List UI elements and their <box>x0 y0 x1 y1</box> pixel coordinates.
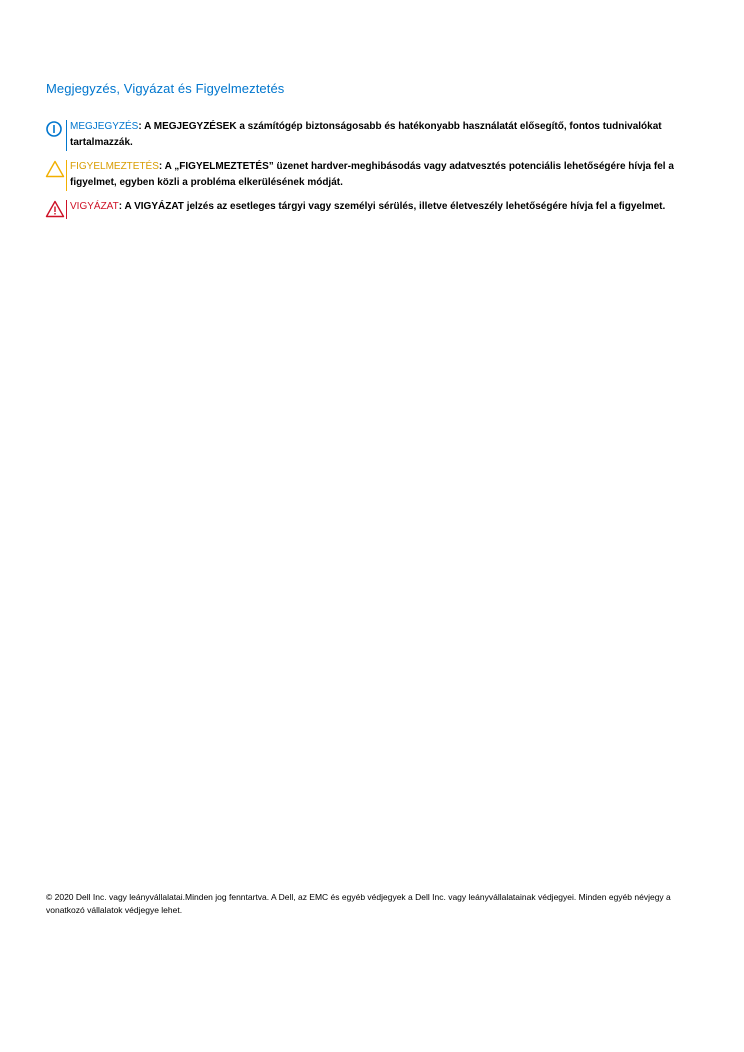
warning-notice <box>45 160 705 191</box>
caution-text-block <box>70 199 665 215</box>
caution-label: VIGYÁZAT <box>70 201 119 212</box>
warning-text-block <box>70 159 705 191</box>
warning-text: A „FIGYELMEZTETÉS” üzenet hardver-meghibásodás vagy adatvesztés potenciális lehetőségére hívja fel a figyelmet, egyben közli a probléma elkerülésének módját. <box>70 161 674 188</box>
caution-triangle-icon <box>45 199 65 219</box>
note-notice <box>45 120 705 151</box>
info-circle-icon <box>45 119 65 139</box>
page-heading: Megjegyzés, Vigyázat és Figyelmeztetés <box>46 81 285 96</box>
note-text: A MEGJEGYZÉSEK a számítógép biztonságosabb és hatékonyabb használatát elősegítő, fontos tudnivalókat tartalmazzák. <box>70 121 662 148</box>
warning-label: FIGYELMEZTETÉS <box>70 161 159 172</box>
warning-separator: : <box>158 161 165 172</box>
caution-bar <box>66 200 67 219</box>
warning-bar <box>66 160 67 191</box>
caution-notice <box>45 200 705 219</box>
note-separator: : <box>138 121 145 132</box>
warning-triangle-icon <box>45 159 65 179</box>
copyright-footer: © 2020 Dell Inc. vagy leányvállalatai.Minden jog fenntartva. A Dell, az EMC és egyéb védjegyek a Dell Inc. vagy leányvállalatainak védjegyei. Minden egyéb névjegy a vonatkozó vállalatok védjegye lehet. <box>46 892 671 915</box>
note-bar <box>66 120 67 151</box>
note-label: MEGJEGYZÉS <box>70 121 139 132</box>
note-text-block <box>70 119 705 151</box>
caution-separator: : <box>118 201 125 212</box>
caution-text: A VIGYÁZAT jelzés az esetleges tárgyi vagy személyi sérülés, illetve életveszély lehetőségére hívja fel a figyelmet. <box>124 201 666 212</box>
